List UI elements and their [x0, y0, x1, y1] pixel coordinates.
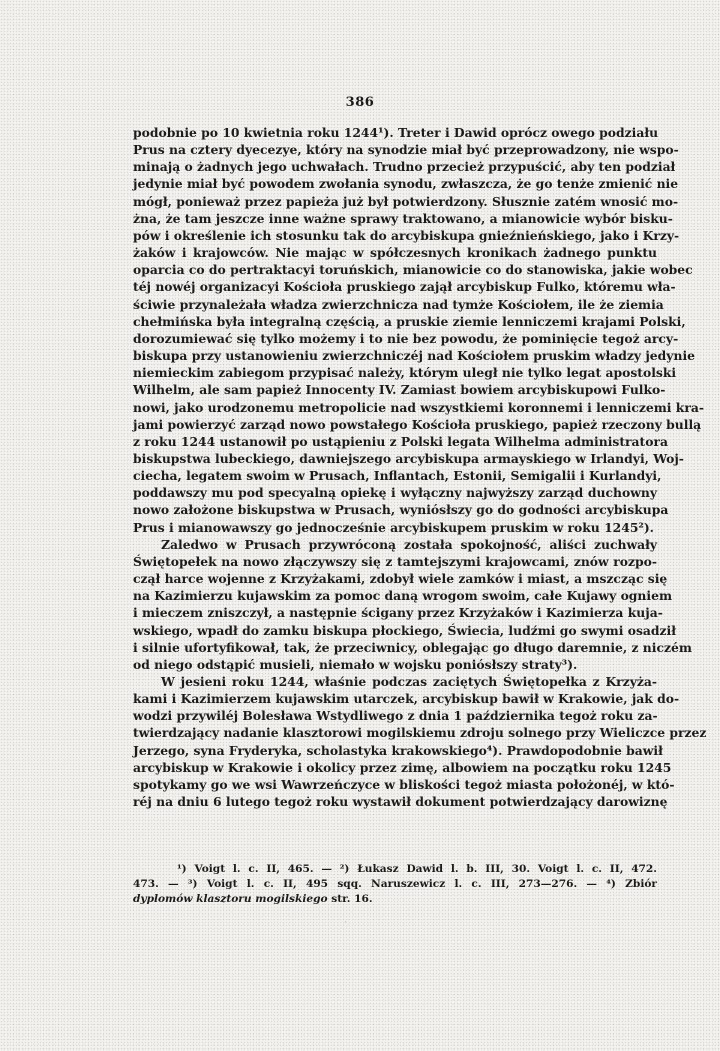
text-line: Prus na cztery dyecezye, który na synodzie miał być przeprowadzony, nie wspo-: [133, 142, 679, 158]
text-line: niemieckim zabiegom przypisać należy, którym uległ nie tylko legat apostolski: [133, 365, 677, 381]
text-line: chełmińska była integralną częścią, a pruskie ziemie lenniczemi krajami Polski,: [133, 313, 686, 329]
text-line: minają o żadnych jego uchwałach. Trudno przecież przypuścić, aby ten podział: [133, 159, 676, 175]
text-line: mógł, ponieważ przez papieża już był potwierdzony. Słusznie zatém wnosić mo-: [133, 193, 679, 209]
body-text: [133, 124, 707, 810]
text-line: jedynie miał być powodem zwołania synodu, zwłaszcza, że go tenże zmienić nie: [133, 176, 679, 192]
text-line: Wilhelm, ale sam papież Innocenty IV. Zamiast bowiem arcybiskupowi Fulko-: [133, 382, 666, 398]
text-line: Świętopełek na nowo złączywszy się z tamtejszymi krajowcami, znów rozpo-: [133, 553, 657, 569]
text-line: podobnie po 10 kwietnia roku 1244¹). Treter i Dawid oprócz owego podziału: [133, 125, 659, 140]
text-line: poddawszy mu pod specyalną opiekę i wyłączny najwyższy zarząd duchowny: [133, 485, 657, 501]
text-line: czął harce wojenne z Krzyżakami, zdobył wiele zamków i miast, a mszcząc się: [133, 571, 668, 587]
text-line: oparcia co do pertraktacyi toruńskich, mianowicie co do stanowiska, jakie wobec: [133, 262, 693, 278]
footnote-source-title: dyplomów klasztoru mogilskiego: [133, 893, 328, 905]
footnote-line: ¹) Voigt l. c. II, 465. — ²) Łukasz Dawid l. b. III, 30. Voigt l. c. II, 472.: [177, 863, 657, 875]
text-line: twierdzający nadanie klasztorowi mogilskiemu zdroju solnego przy Wieliczce przez: [133, 725, 707, 741]
text-line: ściwie przynależała władza zwierzchnicza nad tymże Kościołem, ile że ziemia: [133, 296, 664, 312]
text-line: Prus i mianowawszy go jednocześnie arcybiskupem pruskim w roku 1245²).: [133, 519, 654, 535]
text-line: wskiego, wpadł do zamku biskupa płockiego, Świecia, ludźmi go swymi osadził: [133, 622, 676, 638]
text-line: téj nowéj organizacyi Kościoła pruskiego zajął arcybiskup Fulko, któremu wła-: [133, 279, 676, 295]
text-line: kami i Kazimierzem kujawskim utarczek, arcybiskup bawił w Krakowie, jak do-: [133, 691, 680, 707]
text-line: réj na dniu 6 lutego tegoż roku wystawił dokument potwierdzający darowiznę: [133, 794, 668, 810]
text-line: biskupstwa lubeckiego, dawniejszego arcybiskupa armayskiego w Irlandyi, Woj-: [133, 450, 684, 466]
text-line: i silnie ufortyfikował, tak, że przeciwnicy, oblegając go długo daremnie, z niczém: [133, 639, 692, 655]
text-line: Jerzego, syna Fryderyka, scholastyka krakowskiego⁴). Prawdopodobnie bawił: [133, 742, 663, 758]
text-line: Zaledwo w Prusach przywróconą została spokojność, aliści zuchwały: [161, 536, 657, 552]
text-line: wodzi przywiléj Bolesława Wstydliwego z dnia 1 października tegoż roku za-: [133, 708, 658, 724]
text-line: żna, że tam jeszcze inne ważne sprawy traktowano, a mianowicie wybór bisku-: [133, 210, 673, 226]
text-line: W jesieni roku 1244, właśnie podczas zaciętych Świętopełka z Krzyża-: [161, 674, 657, 689]
text-line: dorozumiewać się tylko możemy i to nie bez powodu, że pominięcie tegoż arcy-: [133, 330, 679, 346]
text-line: biskupa przy ustanowieniu zwierzchniczéj nad Kościołem pruskim władzy jedynie: [133, 348, 695, 364]
text-line: pów i określenie ich stosunku tak do arcybiskupa gnieźnieńskiego, jako i Krzy-: [133, 227, 680, 243]
text-line: nowi, jako urodzonemu metropolicie nad wszystkiemi koronnemi i lenniczemi kra-: [133, 399, 704, 415]
text-line: żaków i krajowców. Nie mając w spółczesnych kronikach żadnego punktu: [133, 245, 657, 261]
text-line: spotykamy go we wsi Wawrzeńczyce w bliskości tegoż miasta położonéj, w któ-: [133, 776, 675, 792]
footnote-line: [133, 892, 657, 907]
page-number: 386: [345, 95, 375, 110]
text-line: i mieczem zniszczył, a następnie ścigany przez Krzyżaków i Kazimierza kuja-: [133, 605, 663, 621]
footnote-page-ref: str. 16.: [327, 893, 373, 905]
scan-speck-icon: ·: [344, 918, 347, 928]
text-line: arcybiskup w Krakowie i okolicy przez zimę, albowiem na początku roku 1245: [133, 759, 672, 775]
text-line: z roku 1244 ustanowił po ustąpieniu z Polski legata Wilhelma administratora: [133, 433, 668, 449]
text-line: ciecha, legatem swoim w Prusach, Inflantach, Estonii, Semigalii i Kurlandyi,: [133, 468, 662, 484]
text-line: od niego odstąpić musieli, niemało w wojsku poniósłszy straty³).: [133, 656, 578, 672]
text-line: jami powierzyć zarząd nowo powstałego Kościoła pruskiego, papież rzeczony bullą: [133, 416, 702, 432]
footnotes: [133, 862, 657, 907]
footnote-line: 473. — ³) Voigt l. c. II, 495 sqq. Naruszewicz l. c. III, 273—276. — ⁴) Zbiór: [133, 878, 657, 890]
text-line: nowo założone biskupstwa w Prusach, wyniósłszy go do godności arcybiskupa: [133, 502, 669, 518]
text-line: na Kazimierzu kujawskim za pomoc daną wrogom swoim, całe Kujawy ogniem: [133, 588, 673, 604]
